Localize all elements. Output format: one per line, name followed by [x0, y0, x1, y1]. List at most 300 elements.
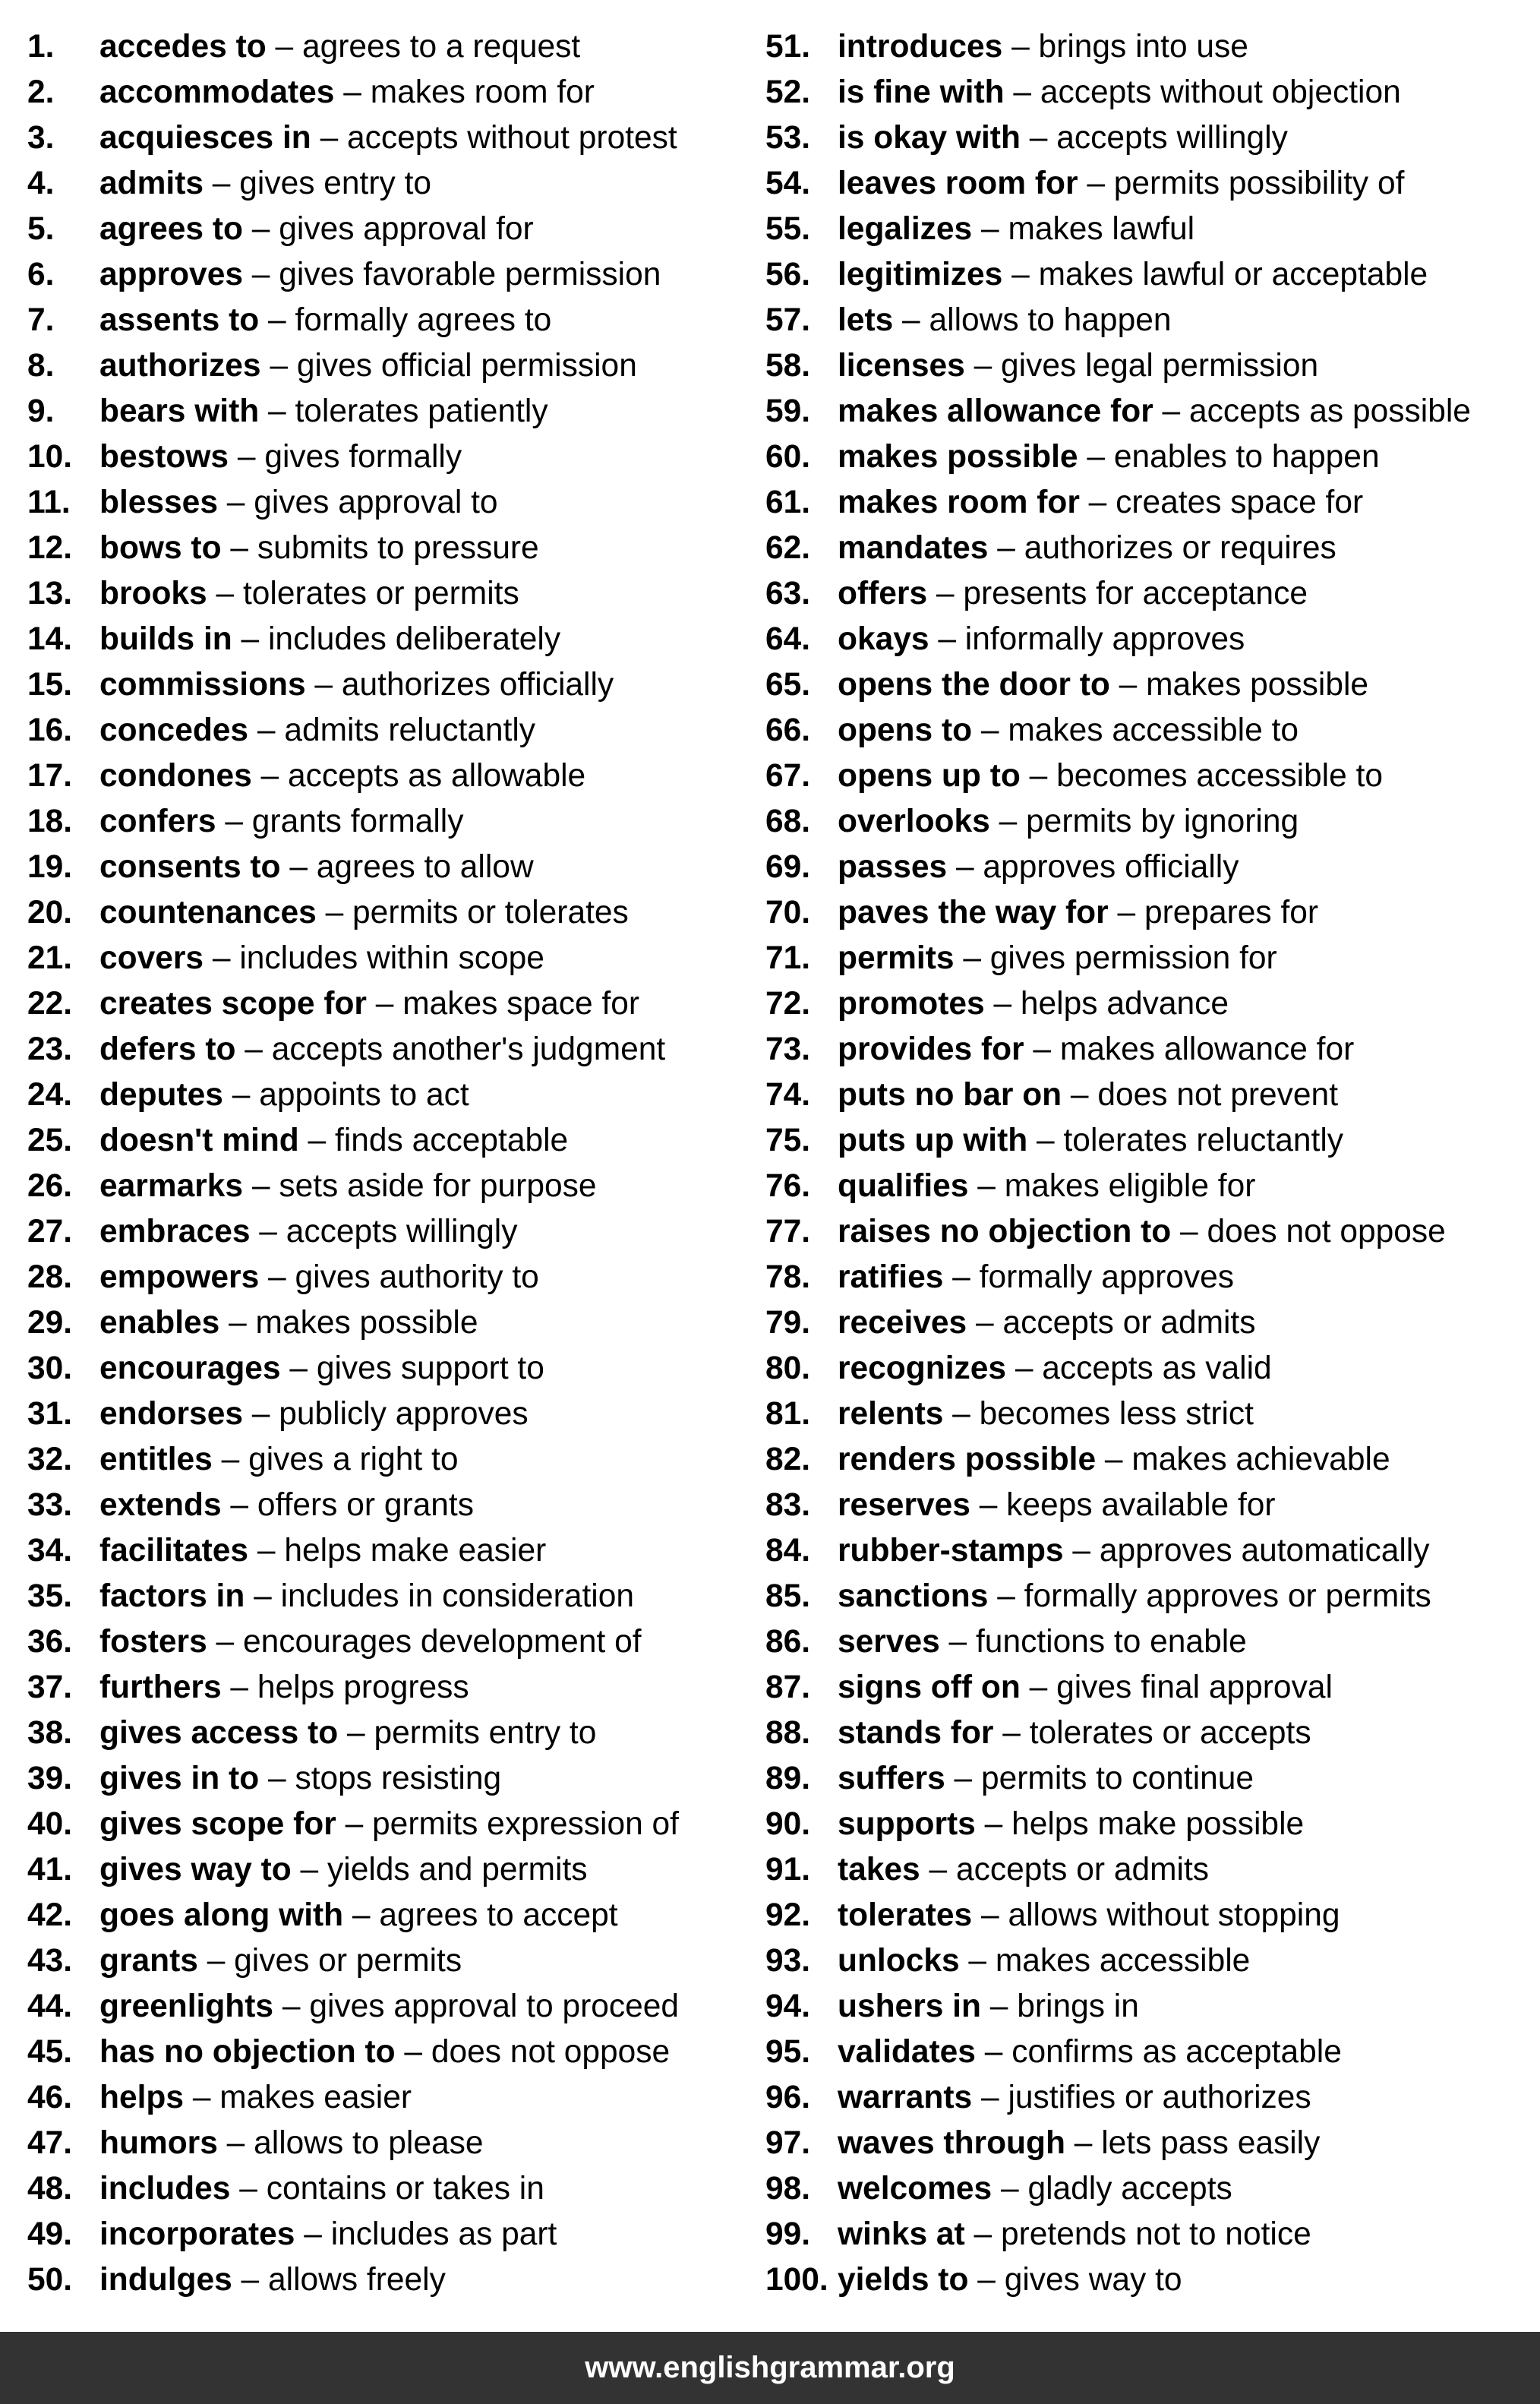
item-number: 16.: [27, 712, 73, 748]
item-separator: –: [291, 1852, 328, 1888]
item-number: 38.: [27, 1715, 73, 1751]
item-term: agrees to: [99, 211, 243, 247]
list-item: [27, 662, 679, 708]
item-term: bestows: [99, 439, 229, 475]
list-item: [765, 1619, 1471, 1665]
item-term: gives access to: [99, 1715, 339, 1751]
item-separator: –: [207, 576, 243, 611]
item-definition: permits expression of: [372, 1806, 679, 1842]
list-item: [27, 1984, 679, 2030]
item-number: 56.: [765, 257, 811, 292]
item-definition: accepts as valid: [1042, 1350, 1272, 1386]
item-number: 78.: [765, 1259, 811, 1295]
item-definition: creates space for: [1116, 485, 1364, 520]
item-definition: permits entry to: [374, 1715, 597, 1751]
item-separator: –: [975, 1806, 1012, 1842]
item-term: receives: [838, 1305, 967, 1341]
item-term: legalizes: [838, 211, 973, 247]
item-separator: –: [1002, 257, 1039, 292]
item-term: consents to: [99, 849, 281, 885]
list-item: [765, 2166, 1471, 2212]
list-item: [765, 1984, 1471, 2030]
item-number: 18.: [27, 804, 73, 839]
item-term: builds in: [99, 621, 232, 657]
item-separator: –: [980, 1989, 1018, 2024]
item-number: 69.: [765, 849, 811, 885]
item-number: 98.: [765, 2171, 811, 2207]
list-item: [765, 526, 1471, 571]
item-term: supports: [838, 1806, 976, 1842]
item-number: 90.: [765, 1806, 811, 1842]
item-term: doesn't mind: [99, 1123, 299, 1158]
item-separator: –: [259, 302, 295, 338]
list-item: [27, 845, 679, 890]
item-number: 12.: [27, 530, 73, 566]
item-definition: gives formally: [264, 439, 462, 475]
list-item: [765, 1437, 1471, 1483]
list-item: [765, 1574, 1471, 1619]
list-item: [765, 753, 1471, 799]
item-number: 2.: [27, 74, 55, 110]
list-item: [765, 115, 1471, 161]
item-number: 44.: [27, 1989, 73, 2024]
item-number: 59.: [765, 393, 811, 429]
item-term: accedes to: [99, 29, 267, 65]
item-definition: keeps available for: [1006, 1487, 1276, 1523]
item-definition: contains or takes in: [266, 2171, 544, 2207]
list-item: [765, 1118, 1471, 1164]
item-definition: helps make easier: [284, 1533, 547, 1568]
item-definition: formally agrees to: [295, 302, 552, 338]
item-number: 1.: [27, 29, 55, 65]
item-term: leaves room for: [838, 166, 1078, 201]
item-number: 86.: [765, 1624, 811, 1660]
list-item: [765, 2121, 1471, 2166]
item-definition: allows without stopping: [1008, 1897, 1340, 1933]
item-definition: gives way to: [1004, 2262, 1182, 2298]
item-number: 19.: [27, 849, 73, 885]
item-term: mandates: [838, 530, 989, 566]
item-separator: –: [968, 1168, 1005, 1204]
list-item: [27, 2121, 679, 2166]
item-term: embraces: [99, 1214, 251, 1249]
item-separator: –: [988, 1578, 1024, 1614]
item-number: 82.: [765, 1442, 811, 1477]
list-item: [765, 2257, 1471, 2303]
footer-url: www.englishgrammar.org: [585, 2351, 955, 2384]
item-number: 87.: [765, 1670, 811, 1705]
item-definition: encourages development of: [242, 1624, 642, 1660]
list-item: [765, 2212, 1471, 2257]
item-definition: gives authority to: [295, 1259, 539, 1295]
item-term: creates scope for: [99, 986, 367, 1022]
item-term: authorizes: [99, 348, 261, 384]
list-item: [765, 1392, 1471, 1437]
list-item: [27, 526, 679, 571]
item-number: 30.: [27, 1350, 73, 1386]
item-term: brooks: [99, 576, 207, 611]
item-term: includes: [99, 2171, 231, 2207]
item-definition: yields and permits: [327, 1852, 588, 1888]
item-number: 85.: [765, 1578, 811, 1614]
item-number: 41.: [27, 1852, 73, 1888]
item-definition: gives legal permission: [1001, 348, 1319, 384]
item-number: 96.: [765, 2080, 811, 2115]
list-item: [27, 24, 679, 70]
list-item: [27, 1483, 679, 1528]
item-number: 34.: [27, 1533, 73, 1568]
item-definition: permits or tolerates: [352, 895, 629, 930]
item-number: 39.: [27, 1761, 73, 1796]
item-definition: gives or permits: [234, 1943, 462, 1979]
item-term: grants: [99, 1943, 198, 1979]
item-definition: includes as part: [330, 2216, 557, 2252]
list-item: [27, 343, 679, 389]
item-definition: permits by ignoring: [1026, 804, 1299, 839]
list-item: [27, 708, 679, 753]
item-definition: includes within scope: [239, 940, 544, 976]
item-number: 33.: [27, 1487, 73, 1523]
list-item: [765, 1847, 1471, 1893]
item-separator: –: [242, 211, 279, 247]
item-number: 21.: [27, 940, 73, 976]
item-term: encourages: [99, 1350, 281, 1386]
list-item: [27, 1072, 679, 1118]
item-number: 14.: [27, 621, 73, 657]
item-number: 53.: [765, 120, 811, 156]
item-number: 25.: [27, 1123, 73, 1158]
item-term: empowers: [99, 1259, 260, 1295]
item-definition: makes possible: [255, 1305, 478, 1341]
item-term: unlocks: [838, 1943, 960, 1979]
list-item: [765, 1027, 1471, 1072]
item-term: sanctions: [838, 1578, 989, 1614]
list-item: [765, 981, 1471, 1027]
item-number: 20.: [27, 895, 73, 930]
item-term: welcomes: [838, 2171, 992, 2207]
footer-banner: [0, 2332, 1540, 2404]
item-number: 83.: [765, 1487, 811, 1523]
item-term: entitles: [99, 1442, 213, 1477]
item-definition: admits reluctantly: [284, 712, 536, 748]
item-separator: –: [217, 2125, 254, 2161]
item-number: 48.: [27, 2171, 73, 2207]
item-number: 66.: [765, 712, 811, 748]
list-item: [765, 890, 1471, 936]
item-term: condones: [99, 758, 252, 794]
item-number: 58.: [765, 348, 811, 384]
item-definition: makes lawful or acceptable: [1038, 257, 1428, 292]
item-definition: grants formally: [251, 804, 464, 839]
list-item: [27, 1209, 679, 1255]
item-definition: does not oppose: [1207, 1214, 1446, 1249]
item-definition: accepts without objection: [1040, 74, 1401, 110]
item-number: 91.: [765, 1852, 811, 1888]
item-definition: approves automatically: [1099, 1533, 1430, 1568]
item-term: puts no bar on: [838, 1077, 1062, 1113]
item-term: has no objection to: [99, 2034, 396, 2070]
item-number: 97.: [765, 2125, 811, 2161]
list-item: [27, 1893, 679, 1938]
item-term: extends: [99, 1487, 222, 1523]
list-item: [27, 1392, 679, 1437]
item-term: relents: [838, 1396, 944, 1432]
item-number: 57.: [765, 302, 811, 338]
item-number: 60.: [765, 439, 811, 475]
item-separator: –: [280, 1350, 317, 1386]
item-definition: accepts without protest: [347, 120, 677, 156]
item-separator: –: [943, 1396, 980, 1432]
item-term: provides for: [838, 1031, 1024, 1067]
item-term: licenses: [838, 348, 965, 384]
item-definition: makes eligible for: [1004, 1168, 1256, 1204]
list-item: [27, 890, 679, 936]
item-number: 88.: [765, 1715, 811, 1751]
item-term: overlooks: [838, 804, 990, 839]
list-item: [27, 1118, 679, 1164]
item-definition: makes room for: [370, 74, 595, 110]
item-definition: gives approval to proceed: [309, 1989, 680, 2024]
item-definition: brings in: [1017, 1989, 1139, 2024]
item-term: passes: [838, 849, 948, 885]
item-separator: –: [250, 1214, 286, 1249]
list-item: [765, 70, 1471, 115]
item-separator: –: [1065, 2125, 1102, 2161]
item-term: covers: [99, 940, 204, 976]
item-separator: –: [259, 1259, 295, 1295]
item-separator: –: [964, 2216, 1001, 2252]
list-item: [27, 252, 679, 298]
item-definition: becomes less strict: [979, 1396, 1254, 1432]
item-number: 72.: [765, 986, 811, 1022]
list-item: [765, 1072, 1471, 1118]
item-definition: pretends not to notice: [1000, 2216, 1311, 2252]
item-term: bows to: [99, 530, 222, 566]
item-definition: justifies or authorizes: [1008, 2080, 1311, 2115]
item-number: 3.: [27, 120, 55, 156]
item-term: winks at: [838, 2216, 965, 2252]
item-term: opens the door to: [838, 667, 1110, 703]
item-definition: authorizes officially: [341, 667, 614, 703]
item-separator: –: [242, 1396, 279, 1432]
item-separator: –: [221, 530, 257, 566]
item-number: 43.: [27, 1943, 73, 1979]
list-item: [27, 2212, 679, 2257]
item-separator: –: [212, 1442, 249, 1477]
item-separator: –: [207, 1624, 243, 1660]
item-separator: –: [1078, 439, 1114, 475]
item-separator: –: [221, 1487, 257, 1523]
item-term: puts up with: [838, 1123, 1028, 1158]
item-separator: –: [1109, 667, 1147, 703]
item-definition: accepts another's judgment: [271, 1031, 666, 1067]
item-term: facilitates: [99, 1533, 249, 1568]
item-separator: –: [334, 74, 371, 110]
item-separator: –: [251, 758, 288, 794]
item-definition: informally approves: [964, 621, 1245, 657]
item-number: 50.: [27, 2262, 73, 2298]
item-definition: makes accessible to: [1008, 712, 1299, 748]
item-definition: submits to pressure: [257, 530, 539, 566]
list-item: [27, 2030, 679, 2075]
item-separator: –: [243, 1168, 279, 1204]
item-separator: –: [988, 530, 1024, 566]
item-definition: makes lawful: [1008, 211, 1195, 247]
item-number: 64.: [765, 621, 811, 657]
item-term: assents to: [99, 302, 260, 338]
item-separator: –: [305, 667, 342, 703]
item-number: 4.: [27, 166, 55, 201]
item-separator: –: [964, 348, 1002, 384]
item-separator: –: [993, 1715, 1030, 1751]
item-term: ushers in: [838, 1989, 981, 2024]
list-item: [765, 343, 1471, 389]
list-item: [27, 1665, 679, 1711]
list-item: [27, 207, 679, 252]
item-number: 23.: [27, 1031, 73, 1067]
item-number: 9.: [27, 393, 55, 429]
list-item: [27, 1027, 679, 1072]
item-term: qualifies: [838, 1168, 969, 1204]
item-number: 74.: [765, 1077, 811, 1113]
item-separator: –: [1062, 1077, 1098, 1113]
item-term: signs off on: [838, 1670, 1021, 1705]
item-term: earmarks: [99, 1168, 244, 1204]
list-item: [765, 389, 1471, 434]
item-definition: accepts or admits: [1002, 1305, 1256, 1341]
item-term: promotes: [838, 986, 985, 1022]
item-separator: –: [216, 804, 252, 839]
item-definition: tolerates or permits: [242, 576, 519, 611]
list-item: [27, 1574, 679, 1619]
item-term: blesses: [99, 485, 218, 520]
item-number: 65.: [765, 667, 811, 703]
list-item: [765, 617, 1471, 662]
item-number: 37.: [27, 1670, 73, 1705]
item-separator: –: [1004, 74, 1040, 110]
list-item: [27, 936, 679, 981]
item-definition: allows to happen: [929, 302, 1172, 338]
item-number: 92.: [765, 1897, 811, 1933]
item-separator: –: [338, 1715, 374, 1751]
list-item: [27, 1711, 679, 1756]
item-definition: finds acceptable: [335, 1123, 569, 1158]
list-item: [765, 1209, 1471, 1255]
list-item: [765, 161, 1471, 207]
item-definition: allows freely: [268, 2262, 446, 2298]
item-term: incorporates: [99, 2216, 295, 2252]
list-item: [765, 1300, 1471, 1346]
item-term: approves: [99, 257, 243, 292]
list-item: [27, 1847, 679, 1893]
item-number: 73.: [765, 1031, 811, 1067]
item-definition: does not prevent: [1097, 1077, 1339, 1113]
item-separator: –: [273, 1989, 310, 2024]
item-definition: agrees to allow: [316, 849, 534, 885]
item-separator: –: [336, 1806, 373, 1842]
item-definition: accepts as allowable: [287, 758, 586, 794]
list-item: [27, 799, 679, 845]
item-definition: appoints to act: [259, 1077, 469, 1113]
item-term: renders possible: [838, 1442, 1097, 1477]
item-number: 32.: [27, 1442, 73, 1477]
item-definition: makes achievable: [1131, 1442, 1390, 1477]
item-separator: –: [968, 2262, 1005, 2298]
item-number: 24.: [27, 1077, 73, 1113]
item-separator: –: [219, 1305, 256, 1341]
list-item: [765, 1255, 1471, 1300]
item-separator: –: [259, 1761, 295, 1796]
list-item: [27, 389, 679, 434]
item-definition: helps advance: [1020, 986, 1229, 1022]
item-number: 70.: [765, 895, 811, 930]
list-item: [765, 1164, 1471, 1209]
list-item: [765, 1346, 1471, 1392]
item-number: 13.: [27, 576, 73, 611]
item-term: furthers: [99, 1670, 222, 1705]
list-item: [765, 1711, 1471, 1756]
item-separator: –: [947, 849, 983, 885]
item-separator: –: [1020, 120, 1057, 156]
item-term: takes: [838, 1852, 920, 1888]
item-term: commissions: [99, 667, 306, 703]
list-item: [765, 480, 1471, 526]
item-number: 28.: [27, 1259, 73, 1295]
item-number: 100.: [765, 2262, 828, 2298]
item-separator: –: [954, 940, 990, 976]
item-separator: –: [927, 576, 964, 611]
item-separator: –: [1171, 1214, 1207, 1249]
item-term: acquiesces in: [99, 120, 311, 156]
list-item: [27, 617, 679, 662]
item-separator: –: [939, 1624, 976, 1660]
item-term: is fine with: [838, 74, 1005, 110]
item-number: 42.: [27, 1897, 73, 1933]
item-number: 26.: [27, 1168, 73, 1204]
item-number: 11.: [27, 485, 71, 520]
item-definition: helps progress: [257, 1670, 469, 1705]
item-separator: –: [259, 393, 295, 429]
item-number: 95.: [765, 2034, 811, 2070]
list-item: [27, 434, 679, 480]
item-separator: –: [1079, 485, 1116, 520]
item-separator: –: [1153, 393, 1190, 429]
item-separator: –: [1020, 1670, 1057, 1705]
item-number: 62.: [765, 530, 811, 566]
item-separator: –: [232, 621, 268, 657]
item-definition: gives favorable permission: [279, 257, 661, 292]
item-term: confers: [99, 804, 216, 839]
list-item: [27, 571, 679, 617]
item-definition: confirms as acceptable: [1011, 2034, 1342, 2070]
item-term: stands for: [838, 1715, 994, 1751]
item-term: makes allowance for: [838, 393, 1153, 429]
list-item: [765, 434, 1471, 480]
item-definition: gives official permission: [296, 348, 637, 384]
item-separator: –: [1078, 166, 1114, 201]
item-number: 31.: [27, 1396, 73, 1432]
item-definition: gives final approval: [1056, 1670, 1333, 1705]
item-number: 89.: [765, 1761, 811, 1796]
item-number: 81.: [765, 1396, 811, 1432]
item-number: 45.: [27, 2034, 73, 2070]
item-term: makes possible: [838, 439, 1078, 475]
item-number: 77.: [765, 1214, 811, 1249]
item-number: 29.: [27, 1305, 73, 1341]
item-term: concedes: [99, 712, 249, 748]
item-term: ratifies: [838, 1259, 944, 1295]
item-number: 67.: [765, 758, 811, 794]
